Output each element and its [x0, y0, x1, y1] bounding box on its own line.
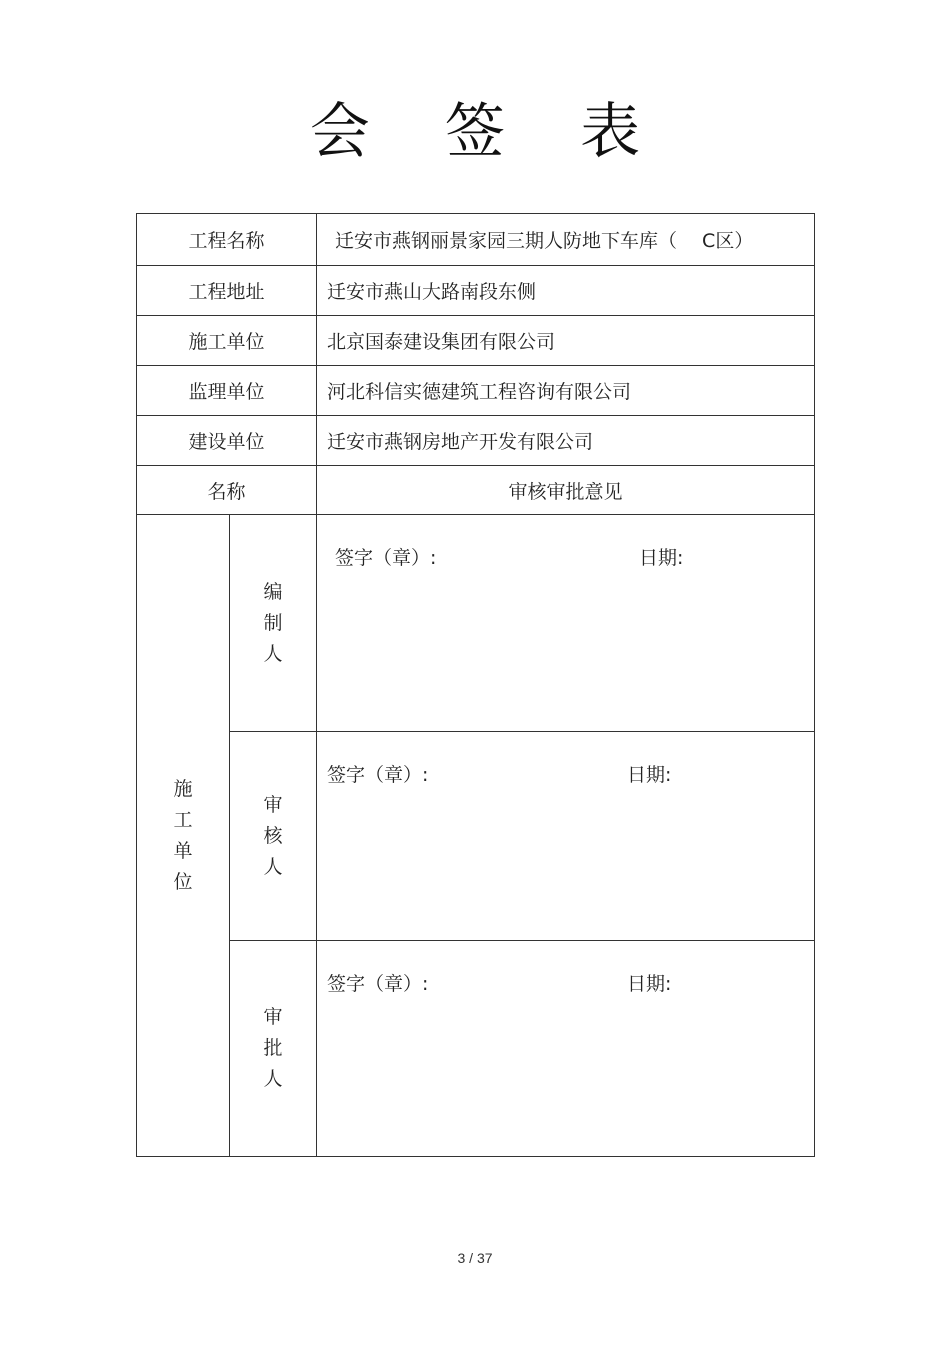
approver-signature-label: 签字（章）: — [327, 973, 429, 995]
table-row — [137, 214, 815, 266]
approver-role-label: 审 批 人 — [230, 941, 317, 1157]
opinion-column-header: 审核审批意见 — [317, 466, 815, 515]
table-row — [137, 732, 815, 941]
owner-unit-label: 建设单位 — [137, 416, 317, 466]
compiler-date-label: 日期: — [639, 547, 684, 569]
approver-date-label: 日期: — [627, 973, 672, 995]
construction-unit-group-label: 施 工 单 位 — [137, 515, 230, 1157]
table-row — [137, 316, 815, 366]
table-row — [137, 515, 815, 732]
owner-unit-value: 迁安市燕钢房地产开发有限公司 — [317, 416, 815, 466]
supervision-unit-label: 监理单位 — [137, 366, 317, 416]
reviewer-date-label: 日期: — [627, 764, 672, 786]
reviewer-role-label: 审 核 人 — [230, 732, 317, 941]
compiler-opinion-cell[interactable] — [317, 515, 815, 732]
project-name-value: 迁安市燕钢丽景家园三期人防地下车库（ C区） — [317, 214, 815, 266]
construction-unit-label: 施工单位 — [137, 316, 317, 366]
table-row — [137, 366, 815, 416]
page-number: 3 / 37 — [457, 1250, 493, 1266]
sign-off-table — [136, 213, 815, 1157]
approver-opinion-cell[interactable] — [317, 941, 815, 1157]
page-title: 会 签 表 — [309, 97, 669, 167]
project-address-value: 迁安市燕山大路南段东侧 — [317, 266, 815, 316]
compiler-signature-label: 签字（章）: — [335, 547, 437, 569]
table-header-row — [137, 466, 815, 515]
reviewer-signature-label: 签字（章）: — [327, 764, 429, 786]
compiler-role-label: 编 制 人 — [230, 515, 317, 732]
table-row — [137, 266, 815, 316]
table-row — [137, 416, 815, 466]
construction-unit-value: 北京国泰建设集团有限公司 — [317, 316, 815, 366]
name-column-header: 名称 — [137, 466, 317, 515]
supervision-unit-value: 河北科信实德建筑工程咨询有限公司 — [317, 366, 815, 416]
reviewer-opinion-cell[interactable] — [317, 732, 815, 941]
project-address-label: 工程地址 — [137, 266, 317, 316]
table-row — [137, 941, 815, 1157]
project-name-label: 工程名称 — [137, 214, 317, 266]
